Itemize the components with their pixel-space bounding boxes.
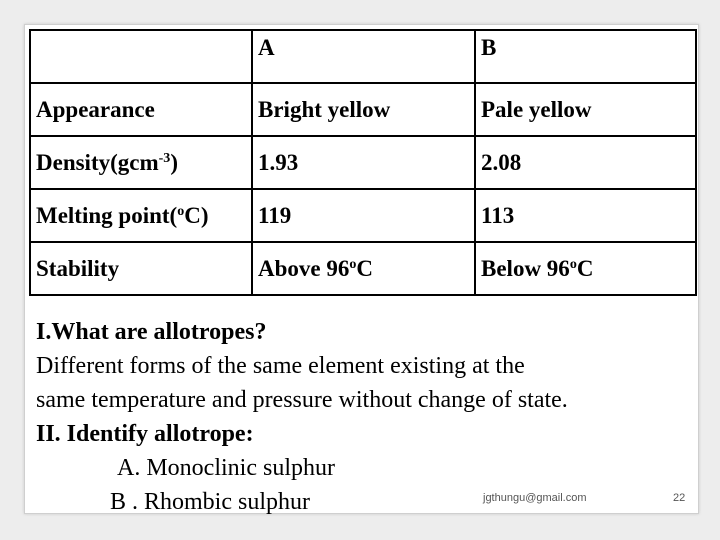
header-a: A <box>252 30 475 83</box>
table-row <box>30 136 696 189</box>
allotrope-item-a: A. Monoclinic sulphur <box>117 455 335 481</box>
table-row <box>30 189 696 242</box>
page-number: 22 <box>673 492 686 504</box>
cell-b <box>475 136 696 189</box>
cell-a-text: 119 <box>258 202 292 228</box>
answer-1-line-2: same temperature and pressure without change of state. <box>36 387 568 413</box>
cell-b <box>475 242 696 295</box>
row-label <box>30 83 252 136</box>
question-2: II. Identify allotrope: <box>36 421 254 447</box>
cell-b <box>475 189 696 242</box>
table-row <box>30 242 696 295</box>
row-label <box>30 189 252 242</box>
row-label-text: Stability <box>36 255 120 281</box>
cell-a <box>252 242 475 295</box>
cell-b-text: 2.08 <box>481 149 522 175</box>
row-label <box>30 136 252 189</box>
row-label-text: Melting point( <box>36 202 178 228</box>
cell-b-text: Pale yellow <box>481 96 592 122</box>
row-label-suffix: C) <box>184 202 209 228</box>
header-b: B <box>475 30 696 83</box>
row-label <box>30 242 252 295</box>
cell-a <box>252 136 475 189</box>
row-label-sup: -3 <box>158 150 171 166</box>
row-label-suffix: ) <box>170 149 178 175</box>
cell-b-text: 113 <box>481 202 515 228</box>
cell-a-suffix: C <box>356 255 373 281</box>
cell-a-text: Bright yellow <box>258 96 391 122</box>
row-label-text: Density(gcm <box>36 149 159 175</box>
answer-1-line-1: Different forms of the same element existing at the <box>36 353 525 379</box>
cell-a <box>252 189 475 242</box>
row-label-sup: o <box>177 203 185 219</box>
cell-a-text: Above 96 <box>258 255 350 281</box>
cell-b-suffix: C <box>576 255 594 281</box>
footer-email: jgthungu@gmail.com <box>483 492 587 504</box>
cell-b-sup: o <box>569 256 577 272</box>
cell-a <box>252 83 475 136</box>
question-1: I.What are allotropes? <box>36 319 267 345</box>
cell-b-text: Below 96 <box>481 255 570 281</box>
allotrope-properties-table <box>29 29 697 296</box>
table-row <box>30 83 696 136</box>
table-header-row <box>30 30 696 83</box>
cell-b <box>475 83 696 136</box>
header-empty-cell <box>30 30 252 83</box>
slide <box>24 24 699 514</box>
allotrope-item-b: B . Rhombic sulphur <box>110 489 311 515</box>
row-label-text: Appearance <box>36 96 155 122</box>
cell-a-text: 1.93 <box>258 149 299 175</box>
question-text-block <box>36 315 568 519</box>
cell-a-sup: o <box>349 256 357 272</box>
